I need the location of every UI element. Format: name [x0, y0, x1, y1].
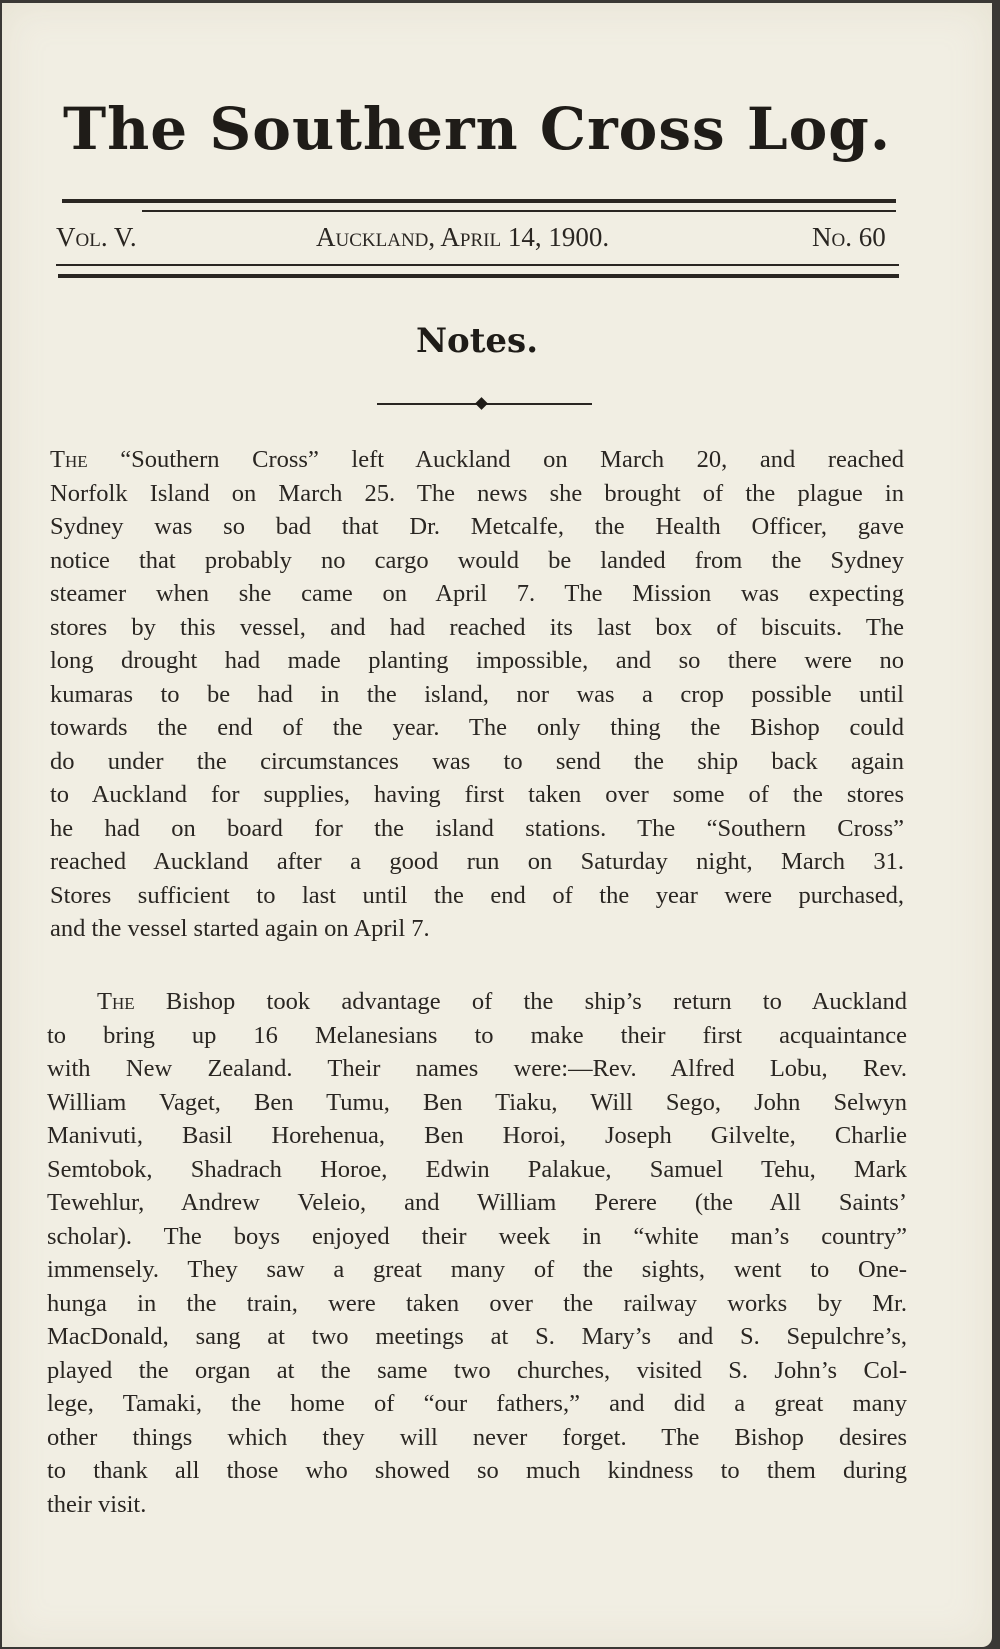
ornament-divider	[377, 399, 592, 409]
text-line: their visit.	[47, 1490, 147, 1518]
paragraph-2	[47, 985, 907, 1521]
text-line: do under the circumstances was to send the ship back again	[50, 747, 904, 775]
text-line: other things which they will never forget. The Bishop desires	[47, 1423, 907, 1451]
text-line: The “Southern Cross” left Auckland on March 20, and reached	[50, 446, 904, 473]
text-line: MacDonald, sang at two meetings at S. Mary’s and S. Sepulchre’s,	[47, 1323, 907, 1350]
paragraph-1	[50, 443, 904, 946]
masthead-rule-top-thick	[62, 199, 896, 203]
text-line: reached Auckland after a good run on Saturday night, March 31.	[50, 848, 904, 875]
text-line: played the organ at the same two churches, visited S. John’s Col-	[47, 1356, 907, 1384]
diamond-icon	[475, 397, 488, 410]
masthead-rule-top-thin	[142, 210, 896, 212]
lead-word: The	[97, 988, 135, 1015]
text-line: Manivuti, Basil Horehenua, Ben Horoi, Joseph Gilvelte, Charlie	[47, 1122, 907, 1149]
masthead-title: The Southern Cross Log.	[62, 95, 892, 163]
text-line: lege, Tamaki, the home of “our fathers,” and did a great many	[47, 1390, 907, 1417]
lead-word: The	[50, 446, 88, 473]
text-line: Sydney was so bad that Dr. Metcalfe, the Health Officer, gave	[50, 513, 904, 540]
text-line: he had on board for the island stations. The “Southern Cross”	[50, 814, 904, 842]
text-line: towards the end of the year. The only thing the Bishop could	[50, 714, 904, 741]
text-line: hunga in the train, were taken over the railway works by Mr.	[47, 1289, 907, 1317]
issue-number-label: No. 60	[812, 222, 886, 252]
text-line: Tewehlur, Andrew Veleio, and William Perere (the All Saints’	[47, 1189, 907, 1216]
text-line: stores by this vessel, and had reached its last box of biscuits. The	[50, 613, 904, 641]
section-title: Notes.	[415, 321, 539, 361]
text-line: notice that probably no cargo would be landed from the Sydney	[50, 546, 904, 574]
text-line: to bring up 16 Melanesians to make their first acquaintance	[47, 1021, 907, 1049]
text-line: Stores sufficient to last until the end of the year were purchased,	[50, 881, 904, 909]
text-line: The Bishop took advantage of the ship’s return to Auckland	[97, 988, 907, 1015]
text-line: Semtobok, Shadrach Horoe, Edwin Palakue, Samuel Tehu, Mark	[47, 1155, 907, 1183]
place-date-label: Auckland, April 14, 1900.	[316, 222, 610, 252]
volume-label: Vol. V.	[56, 222, 137, 252]
masthead-rule-bottom-thick	[58, 274, 899, 278]
masthead-rule-bottom-thin	[56, 264, 899, 266]
text-line: William Vaget, Ben Tumu, Ben Tiaku, Will Sego, John Selwyn	[47, 1088, 907, 1116]
text-line: and the vessel started again on April 7.	[50, 915, 430, 942]
text-line: to thank all those who showed so much kindness to them during	[47, 1457, 907, 1484]
text-line: immensely. They saw a great many of the sights, went to One-	[47, 1256, 907, 1283]
text-line: with New Zealand. Their names were:—Rev. Alfred Lobu, Rev.	[47, 1055, 907, 1082]
text-line: Norfolk Island on March 25. The news she brought of the plague in	[50, 479, 904, 507]
text-line: to Auckland for supplies, having first taken over some of the stores	[50, 781, 904, 808]
text-line: steamer when she came on April 7. The Mission was expecting	[50, 580, 904, 607]
text-line: kumaras to be had in the island, nor was a crop possible until	[50, 680, 904, 708]
document-page	[2, 3, 992, 1647]
text-line: long drought had made planting impossible, and so there were no	[50, 647, 904, 674]
text-line: scholar). The boys enjoyed their week in “white man’s country”	[47, 1222, 907, 1250]
